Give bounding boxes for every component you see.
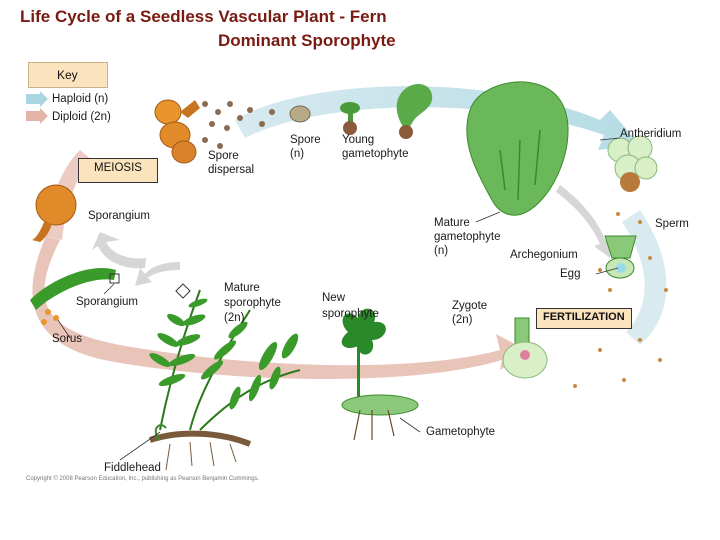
mature-gametophyte [467, 82, 568, 215]
gametophyte-label: Gametophyte [426, 426, 496, 438]
sperm-label: Sperm [655, 218, 689, 230]
young-gametophyte-label-1: Young [342, 134, 375, 146]
spore-label-2: (n) [290, 148, 305, 160]
meiosis-label: MEIOSIS [78, 158, 158, 183]
sporangium-left-label: Sporangium [76, 296, 139, 308]
mature-gametophyte-label-1: Mature [434, 217, 470, 229]
zygote-label-1: Zygote [452, 300, 488, 312]
diagram-title: Life Cycle of a Seedless Vascular Plant - Fern [20, 7, 387, 26]
rhizome [150, 434, 250, 444]
spore-cell [290, 106, 310, 122]
arrow-grey-3 [556, 185, 612, 258]
archegonium-label: Archegonium [510, 249, 578, 261]
gametophyte-leader [400, 418, 420, 432]
fiddlehead-label: Fiddlehead [104, 462, 161, 474]
new-sporophyte-label-2: sporophyte [322, 308, 379, 320]
key-haploid-label: Haploid (n) [52, 93, 109, 105]
sporangium-leader [104, 284, 114, 294]
zygote-label-2: (2n) [452, 314, 473, 326]
sporangium-cluster [155, 100, 200, 163]
new-sporophyte-label-1: New [322, 292, 346, 304]
copyright-notice: Copyright © 2008 Pearson Education, Inc., publishing as Pearson Benjamin Cummings. [26, 476, 260, 482]
mature-sporophyte-label-3: (2n) [224, 312, 245, 324]
roots [166, 442, 236, 470]
mature-sporophyte-label-1: Mature [224, 282, 260, 294]
spore-label-1: Spore [290, 134, 321, 146]
diagram-subtitle: Dominant Sporophyte [218, 31, 396, 50]
sorus-label: Sorus [52, 333, 83, 345]
antheridium-drawing [608, 136, 657, 192]
sporangium-top-label: Sporangium [88, 210, 151, 222]
mature-sporophyte-label-2: sporophyte [224, 297, 281, 309]
mature-gametophyte-leader [476, 212, 500, 222]
haploid-key-arrow [26, 91, 48, 107]
key-heading: Key [57, 68, 78, 82]
mature-gametophyte-label-3: (n) [434, 245, 449, 257]
young-gametophyte-label-2: gametophyte [342, 148, 409, 160]
egg-label: Egg [560, 268, 581, 280]
arrow-grey-1 [92, 232, 146, 268]
key-box [28, 62, 108, 88]
antheridium-label: Antheridium [620, 128, 682, 140]
fertilization-label: FERTILIZATION [536, 308, 632, 329]
mature-gametophyte-label-2: gametophyte [434, 231, 501, 243]
key-diploid-label: Diploid (2n) [52, 111, 111, 123]
spore-dispersal-label-1: Spore [208, 150, 239, 162]
mature-sporophyte-pointer-box [176, 284, 190, 298]
spore-dispersal-label-2: dispersal [208, 164, 255, 176]
diploid-key-arrow [26, 108, 48, 124]
fiddlehead-leader [120, 432, 160, 460]
